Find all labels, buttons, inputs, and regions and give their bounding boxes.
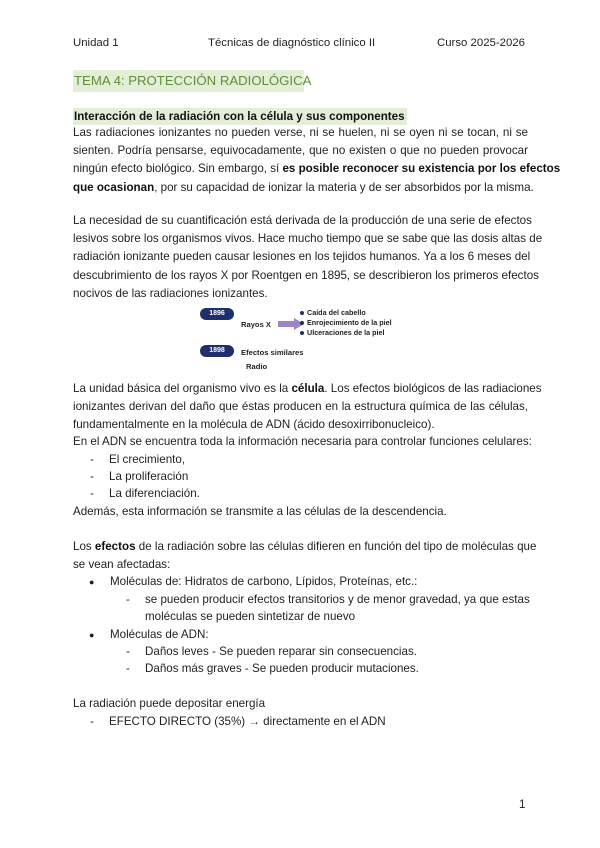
section-heading: Interacción de la radiación con la célula y sus componentes xyxy=(74,110,405,123)
header-year: Curso 2025-2026 xyxy=(437,37,526,49)
paragraph-line: que ocasionan, por su capacidad de ionizar la materia y de ser absorbidos por la misma. xyxy=(73,180,534,194)
rayos-x-label: Rayos X xyxy=(241,320,271,329)
effect-item: Caída del cabello xyxy=(300,308,366,317)
year-pill-1896: 1896 xyxy=(200,308,234,320)
paragraph-line: La unidad básica del organismo vivo es la célula. Los efectos biológicos de las radiaciones xyxy=(73,382,542,395)
paragraph-line: Las radiaciones ionizantes no pueden verse, ni se huelen, ni se oyen ni se tocan, ni se xyxy=(73,126,528,139)
bullet-dot-icon xyxy=(300,321,304,325)
efectos-line: se vean afectadas: xyxy=(73,558,171,571)
list-item: - La proliferación xyxy=(90,470,189,483)
effect-item: Ulceraciones de la piel xyxy=(300,328,385,337)
page-title: TEMA 4: PROTECCIÓN RADIOLÓGICA xyxy=(73,70,304,92)
list-item: - EFECTO DIRECTO (35%) → directamente en el ADN xyxy=(90,715,386,728)
bold-phrase: célula xyxy=(291,382,325,395)
paragraph-line: descubrimiento de los rayos X por Roentgen en 1895, se describieron los primeros efectos xyxy=(73,268,539,282)
paragraph-line: fundamentalmente en la molécula de ADN (ácido desoxirribonucleico). xyxy=(73,418,435,432)
bold-phrase: es posible reconocer su existencia por los efectos xyxy=(282,162,561,176)
page-number: 1 xyxy=(519,798,526,811)
header-course-title: Técnicas de diagnóstico clínico II xyxy=(208,37,376,49)
paragraph-line: ningún efecto biológico. Sin embargo, sí es posible reconocer su existencia por los efectos xyxy=(73,162,561,176)
paragraph-line: sienten. Podría pensarse, equivocadamente, que no existen o que no pueden provocar xyxy=(73,144,528,158)
adn-info-line: En el ADN se encuentra toda la información necesaria para controlar funciones celulares: xyxy=(73,435,532,448)
year-pill-1898: 1898 xyxy=(200,345,234,357)
paragraph-intro xyxy=(73,124,561,197)
sub-list-item: - Daños leves - Se pueden reparar sin consecuencias. xyxy=(126,645,417,658)
list-item: - La diferenciación. xyxy=(90,487,200,500)
paragraph-line: La necesidad de su cuantificación está derivada de la producción de una serie de efectos xyxy=(73,214,532,227)
header-unit: Unidad 1 xyxy=(73,37,119,49)
efectos-line: Los efectos de la radiación sobre las células difieren en función del tipo de moléculas que xyxy=(73,540,537,553)
bold-phrase: que ocasionan xyxy=(73,180,155,194)
sub-list-item-continued: moléculas se pueden sintetizar de nuevo xyxy=(145,610,356,623)
paragraph-line: lesivos sobre los organismos vivos. Hace mucho tiempo que se sabe que las dosis altas de xyxy=(73,232,543,246)
energy-line: La radiación puede depositar energía xyxy=(73,697,266,710)
list-item: - El crecimiento, xyxy=(90,453,186,466)
sub-list-item: - Daños más graves - Se pueden producir mutaciones. xyxy=(126,662,419,675)
descendencia-line: Además, esta información se transmite a las células de la descendencia. xyxy=(73,505,447,518)
bullet-dot-icon xyxy=(300,331,304,335)
bullet-item: ● Moléculas de: Hidratos de carbono, Lípidos, Proteínas, etc.: xyxy=(89,575,418,588)
radio-label: Radio xyxy=(246,362,268,371)
paragraph-line: nocivos de las radiaciones ionizantes. xyxy=(73,286,268,300)
paragraph-line: ionizantes derivan del daño que éstas producen en la estructura química de las células, xyxy=(73,400,528,414)
similar-effects-label: Efectos similares xyxy=(241,348,304,357)
bold-phrase: efectos xyxy=(94,540,136,553)
paragraph-celula xyxy=(73,380,542,435)
bullet-dot-icon xyxy=(300,311,304,315)
effect-item: Enrojecimiento de la piel xyxy=(300,318,392,327)
paragraph-line: radiación ionizante pueden causar lesiones en los tejidos humanos. Ya a los 6 meses del xyxy=(73,250,531,264)
radiation-history-diagram xyxy=(200,304,430,372)
paragraph-cuantificacion xyxy=(73,212,543,303)
sub-list-item: - se pueden producir efectos transitorios y de menor gravedad, ya que estas xyxy=(126,593,530,606)
bullet-item: ● Moléculas de ADN: xyxy=(89,628,209,641)
